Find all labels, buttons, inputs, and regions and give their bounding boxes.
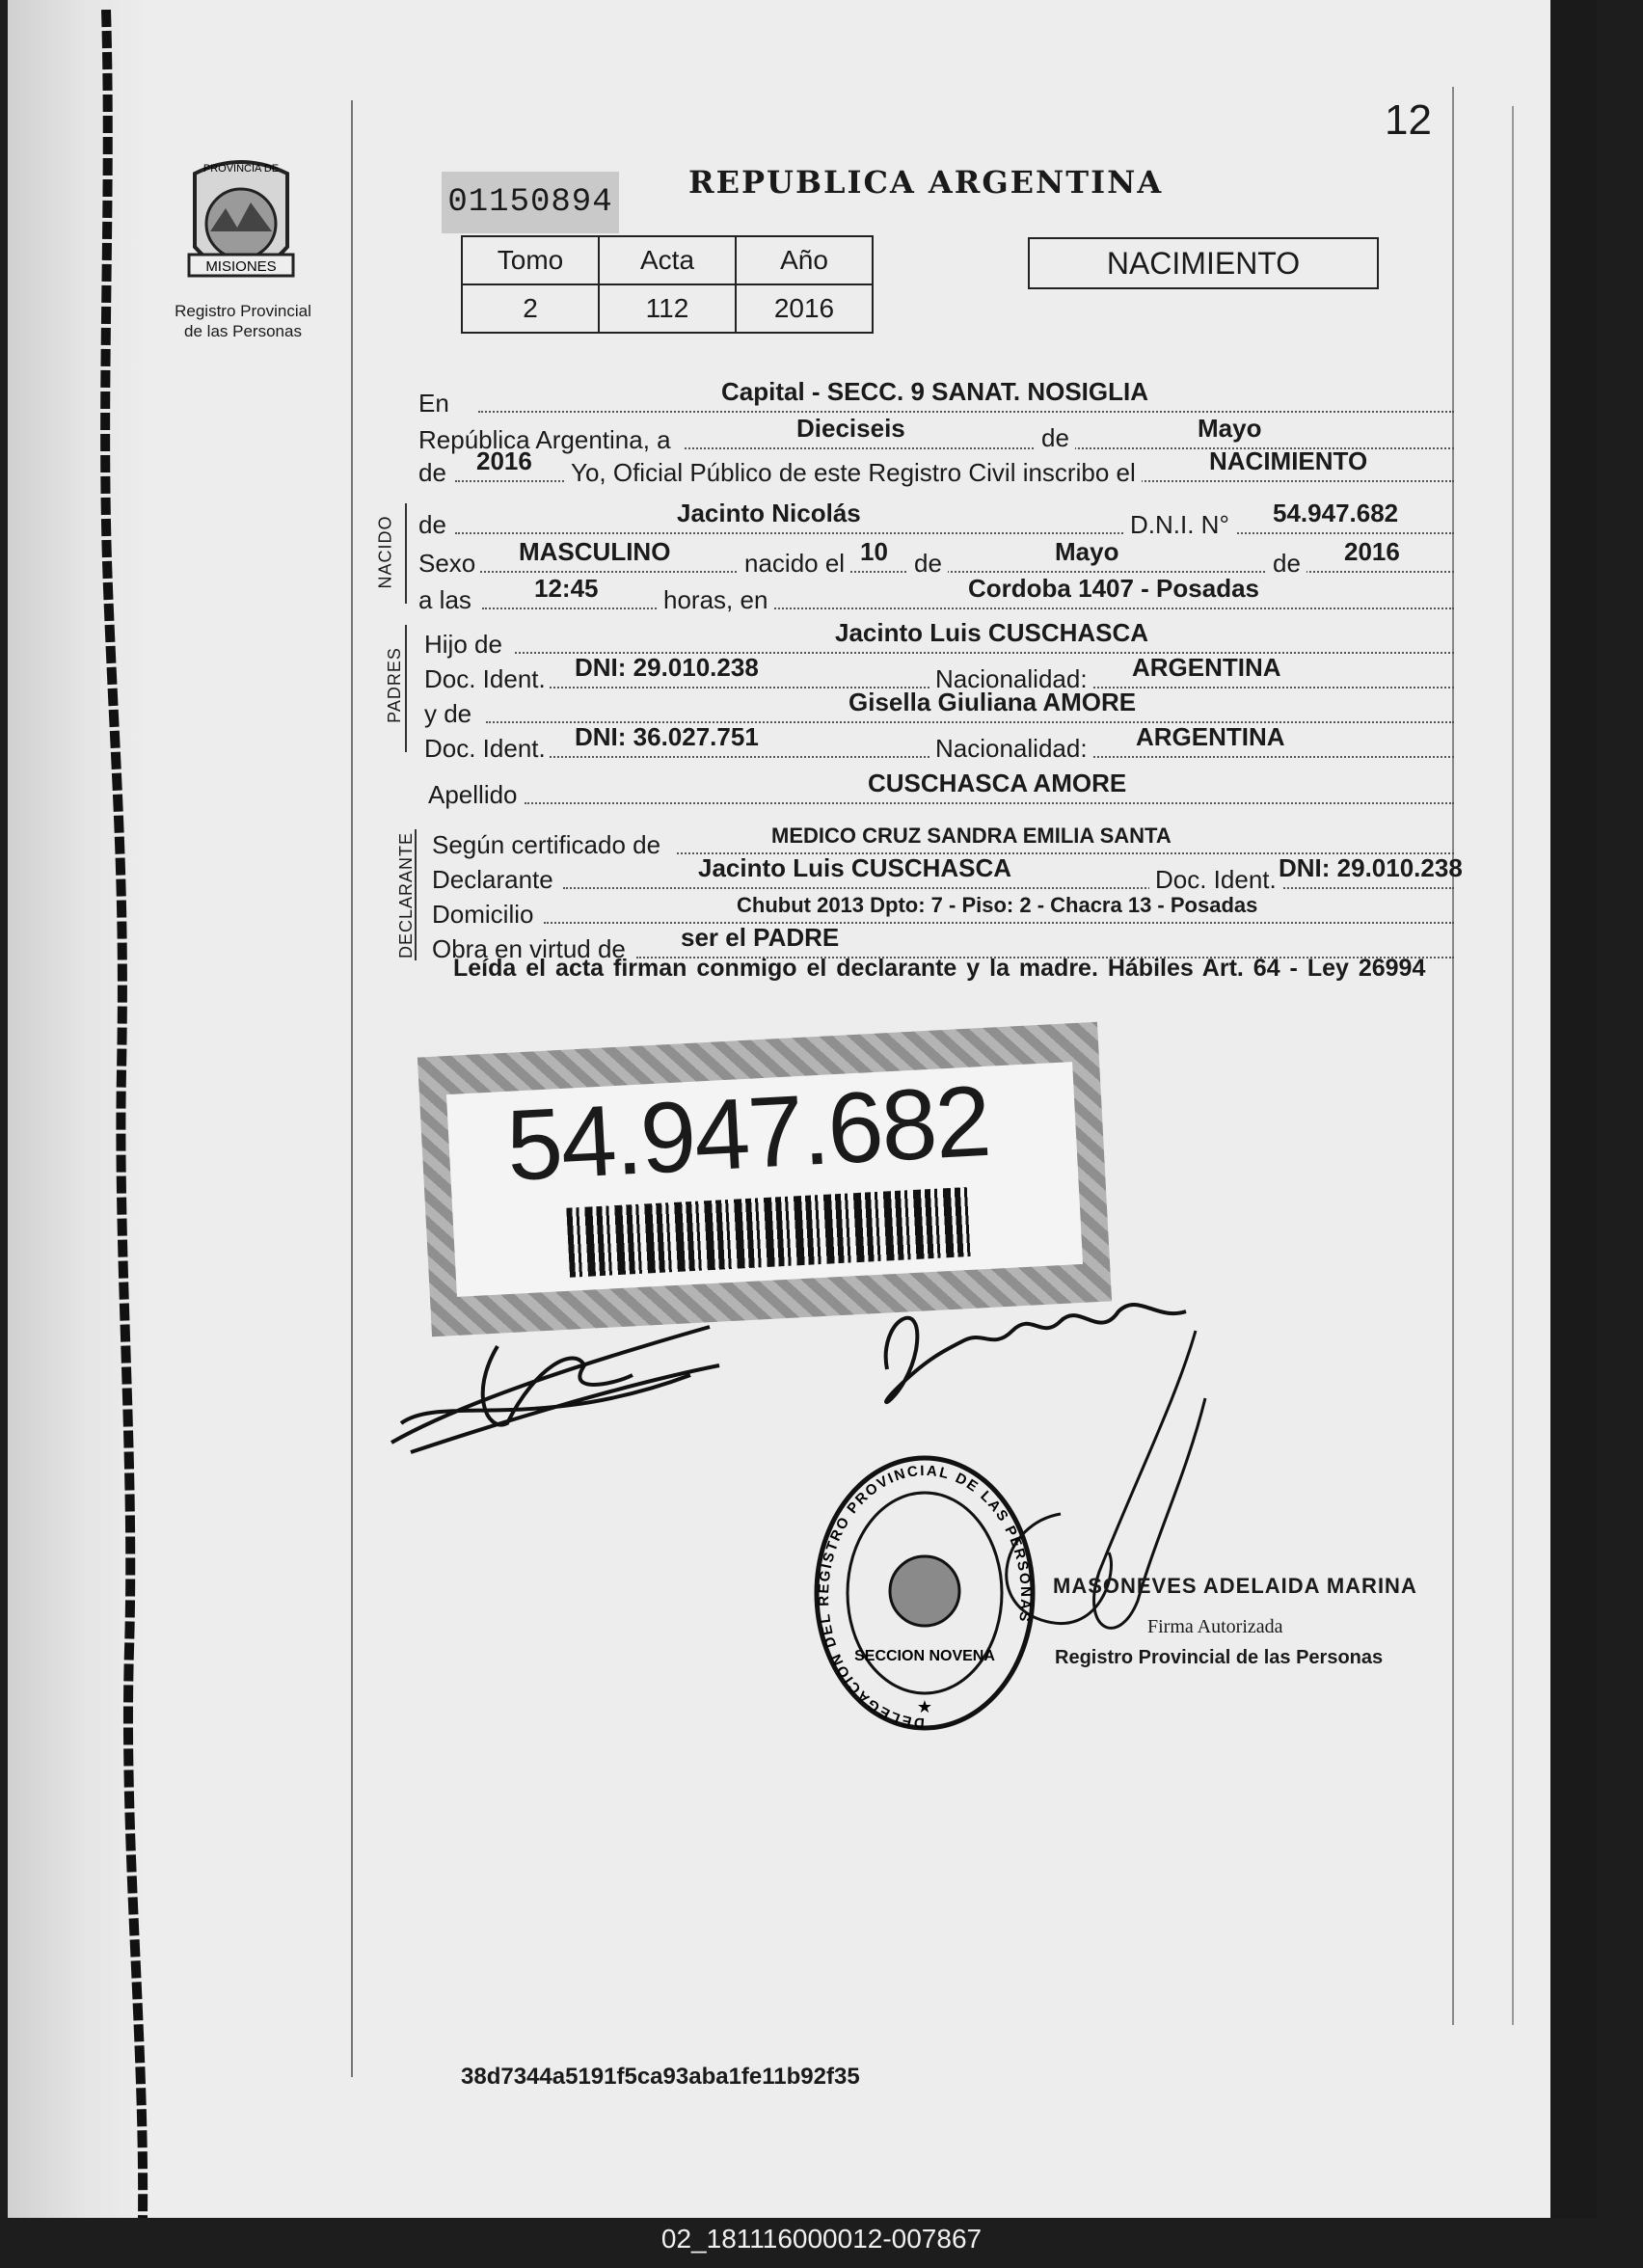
address-value: Chubut 2013 Dpto: 7 - Piso: 2 - Chacra 13 - Posadas (737, 893, 1258, 917)
act-type-box: NACIMIENTO (1028, 237, 1379, 289)
value-acta: 112 (599, 284, 736, 333)
svg-text:SECCION NOVENA: SECCION NOVENA (854, 1648, 995, 1664)
id-sticker-face (446, 1062, 1083, 1297)
declarant-row (418, 853, 1463, 895)
de-label: de (1036, 423, 1075, 453)
registered-event: NACIMIENTO (1209, 446, 1368, 475)
sex-value: MASCULINO (519, 537, 671, 566)
section-declarante: DECLARANTE (396, 831, 417, 959)
declarant-label: Declarante (432, 865, 553, 894)
father-doc-label: Doc. Ident. (424, 664, 546, 693)
birth-year: 2016 (1344, 537, 1400, 566)
svg-text:★: ★ (916, 1697, 933, 1717)
child-dni: 54.947.682 (1273, 499, 1399, 527)
place-value: Capital - SECC. 9 SANAT. NOSIGLIA (721, 377, 1149, 406)
binding-cord (96, 10, 154, 2218)
registry-line-1: Registro Provincial (175, 302, 311, 320)
mother-nat-label: Nacionalidad: (929, 734, 1093, 764)
surname-label: Apellido (428, 780, 518, 809)
mother-name: Gisella Giuliana AMORE (848, 688, 1137, 716)
officer-role: Firma Autorizada (1147, 1616, 1283, 1637)
section-nacido: NACIDO (375, 515, 395, 589)
dotted-line (480, 571, 1454, 573)
officer-name: MASONEVES ADELAIDA MARINA (1053, 1574, 1417, 1598)
time-row (418, 574, 1454, 615)
child-name-row (418, 501, 1454, 540)
child-name: Jacinto Nicolás (677, 499, 861, 527)
father-name: Jacinto Luis CUSCHASCA (835, 618, 1149, 647)
born-label: nacido el (739, 549, 850, 579)
date-label: República Argentina, a (418, 425, 671, 454)
year-row (418, 446, 1454, 488)
address-row (418, 891, 1454, 930)
value-tomo: 2 (462, 284, 599, 333)
year-value: 2016 (476, 446, 532, 475)
de-label-2: de (1267, 549, 1306, 579)
country-title: REPUBLICA ARGENTINA (688, 164, 1164, 201)
dni-label: D.N.I. N° (1124, 510, 1235, 540)
mother-doc-row (418, 722, 1454, 764)
birth-time: 12:45 (534, 574, 599, 603)
de-label: de (908, 549, 948, 579)
barcode (566, 1187, 974, 1278)
mother-doc: DNI: 36.027.751 (575, 722, 759, 751)
registration-value-row (462, 284, 873, 333)
registration-header-row (462, 236, 873, 284)
dotted-line (455, 532, 1454, 534)
time-label: a las (418, 585, 471, 614)
father-label: Hijo de (424, 630, 502, 659)
certificate-value: MEDICO CRUZ SANDRA EMILIA SANTA (771, 824, 1172, 848)
section-bracket (405, 625, 407, 752)
svg-text:PROVINCIA DE: PROVINCIA DE (202, 163, 280, 175)
day-value: Dieciseis (796, 414, 905, 443)
mother-nat: ARGENTINA (1136, 722, 1285, 751)
header-acta: Acta (599, 236, 736, 284)
document-hash: 38d7344a5191f5ca93aba1fe11b92f35 (461, 2064, 860, 2090)
margin-rule-left (351, 100, 353, 2077)
basis-value: ser el PADRE (681, 923, 840, 952)
month-value: Mayo (1198, 414, 1262, 443)
birth-month: Mayo (1055, 537, 1119, 566)
section-bracket (405, 503, 407, 604)
declarant-signature (382, 1308, 729, 1481)
registration-table (461, 235, 874, 334)
registry-caption (158, 301, 328, 341)
header-tomo: Tomo (462, 236, 599, 284)
place-label: En (418, 389, 449, 418)
mother-doc-label: Doc. Ident. (424, 734, 546, 763)
id-sticker-number: 54.947.682 (503, 1065, 992, 1202)
scan-footer-id: 02_181116000012-007867 (660, 2224, 983, 2254)
svg-text:MISIONES: MISIONES (205, 258, 277, 275)
registry-line-2: de las Personas (184, 322, 302, 340)
year-label: de (418, 458, 446, 487)
margin-rule-right (1452, 87, 1454, 2025)
certificate-label: Según certificado de (432, 830, 661, 859)
officer-registry: Registro Provincial de las Personas (1055, 1647, 1384, 1668)
sex-row (418, 537, 1454, 579)
place-label: horas, en (658, 585, 773, 615)
page-number: 12 (1385, 96, 1432, 144)
birth-place: Cordoba 1407 - Posadas (968, 574, 1259, 603)
mother-label: y de (424, 699, 472, 728)
official-text: Yo, Oficial Público de este Registro Civil inscribo el (565, 458, 1142, 488)
margin-rule-outer (1512, 106, 1514, 2025)
declarant-name: Jacinto Luis CUSCHASCA (698, 853, 1012, 882)
header-ano: Año (736, 236, 873, 284)
misiones-emblem (175, 154, 307, 299)
scanner-edge (1550, 0, 1597, 2218)
registry-seal (812, 1446, 1037, 1740)
value-ano: 2016 (736, 284, 873, 333)
address-label: Domicilio (432, 900, 534, 929)
father-nat: ARGENTINA (1132, 653, 1281, 682)
father-nat-label: Nacionalidad: (929, 664, 1093, 694)
birth-day: 10 (860, 537, 888, 566)
child-name-label: de (418, 510, 446, 539)
declarant-doc: DNI: 29.010.238 (1279, 853, 1463, 882)
document-number: 01150894 (442, 172, 619, 233)
surname-row (418, 771, 1454, 810)
sex-label: Sexo (418, 549, 476, 578)
dotted-line (525, 802, 1454, 804)
place-row (418, 377, 1454, 418)
dotted-line (482, 608, 1454, 609)
svg-text:DELEGACION DEL REGISTRO PROVIN: DELEGACION DEL REGISTRO PROVINCIAL DE LAS PERSONAS (815, 1462, 1035, 1732)
dotted-line (563, 887, 1454, 889)
closing-statement: Leída el acta firman conmigo el declarante y la madre. Hábiles Art. 64 - Ley 26994 (453, 955, 1426, 982)
dotted-line (478, 411, 1454, 413)
father-doc: DNI: 29.010.238 (575, 653, 759, 682)
surname-value: CUSCHASCA AMORE (868, 769, 1127, 797)
basis-label: Obra en virtud de (432, 934, 626, 963)
section-padres: PADRES (384, 647, 404, 723)
declarant-doc-label: Doc. Ident. (1149, 865, 1282, 895)
